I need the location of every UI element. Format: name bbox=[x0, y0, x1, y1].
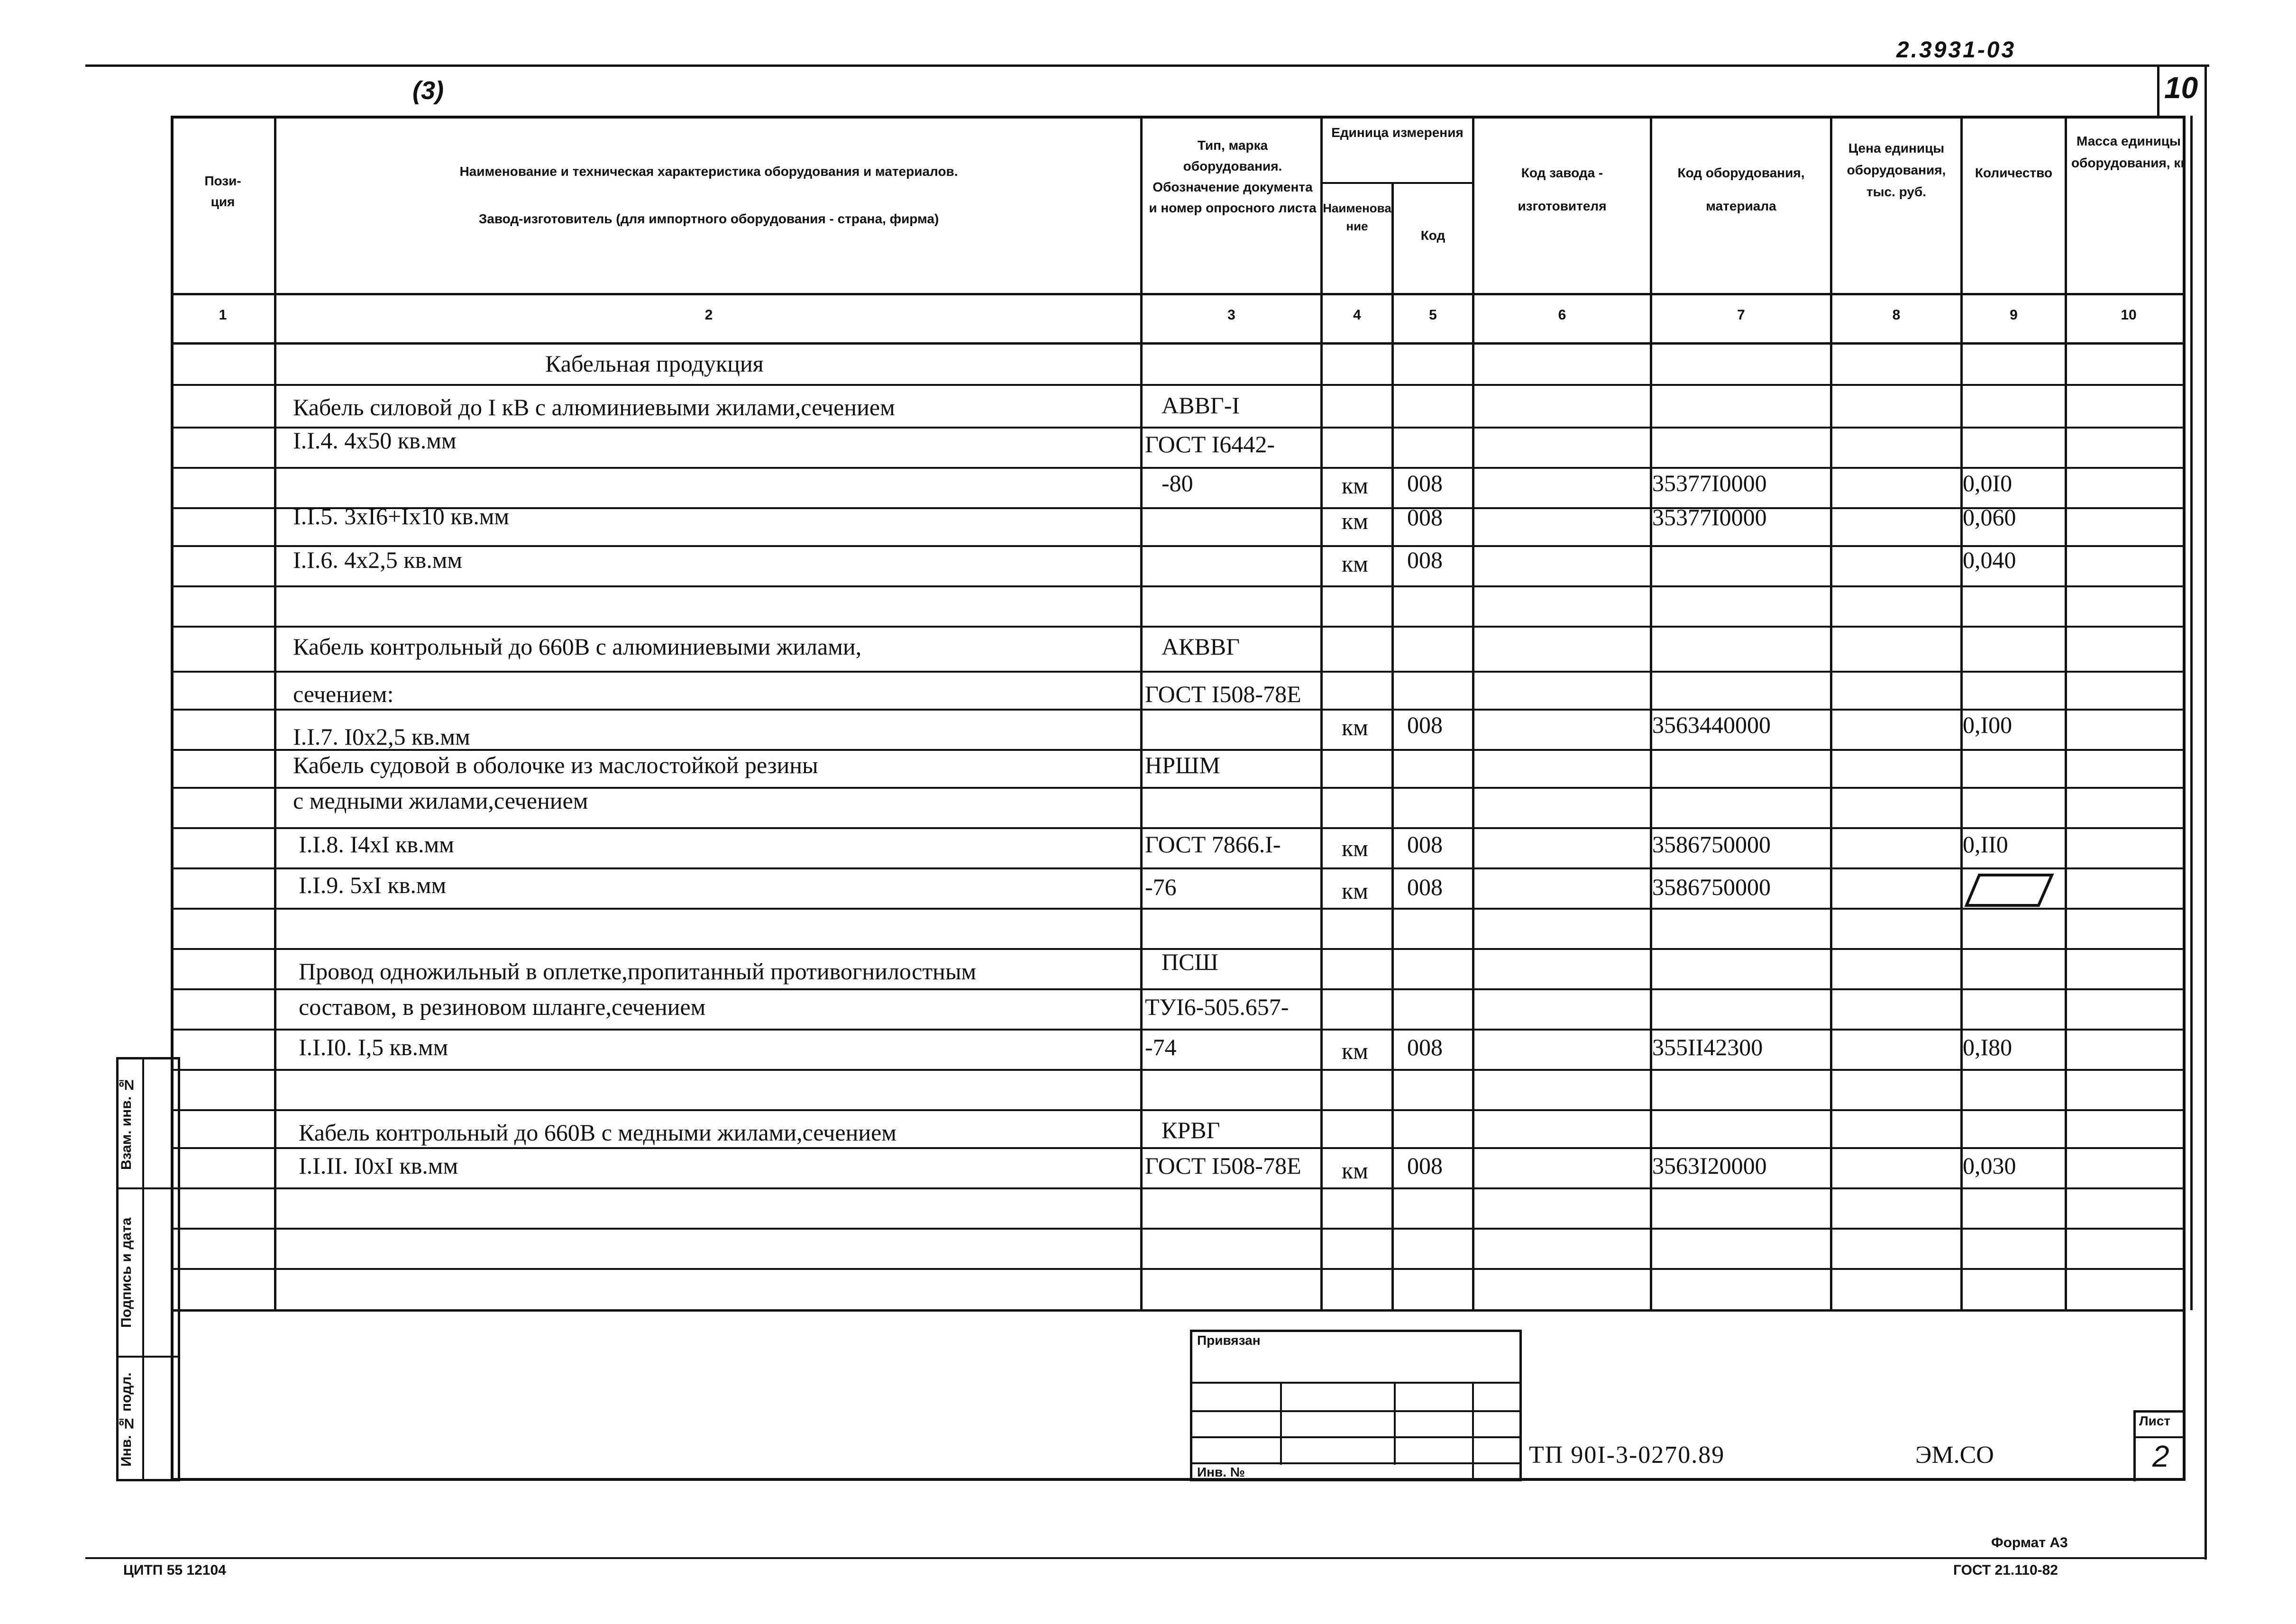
item-name: сечением: bbox=[293, 681, 394, 707]
sheet-label: Лист bbox=[2139, 1414, 2171, 1428]
item-name: составом, в резиновом шланге,сечением bbox=[299, 994, 706, 1020]
row-line bbox=[171, 988, 2186, 990]
row-line bbox=[171, 827, 2186, 829]
item-type: ПСШ bbox=[1162, 949, 1218, 975]
side-strip-sep bbox=[116, 1356, 180, 1358]
item-unit-code: 008 bbox=[1407, 831, 1443, 858]
row-line bbox=[171, 867, 2186, 869]
item-unit-code: 008 bbox=[1407, 1152, 1443, 1179]
col-line-7 bbox=[1830, 116, 1832, 1310]
item-name: I.I.4. 4х50 кв.мм bbox=[293, 427, 457, 454]
item-type: -76 bbox=[1145, 874, 1177, 900]
col-number-4: 4 bbox=[1353, 307, 1361, 323]
item-material-code: 3563440000 bbox=[1652, 712, 1771, 738]
item-unit-code: 008 bbox=[1407, 547, 1443, 573]
document-code-top: 2.3931-03 bbox=[1896, 37, 2016, 63]
item-name: с медными жилами,сечением bbox=[293, 787, 588, 814]
item-quantity: 0,030 bbox=[1963, 1152, 2016, 1179]
row-line bbox=[171, 1147, 2186, 1149]
item-unit: км bbox=[1342, 714, 1368, 740]
header-material-code: Код оборудования, материала bbox=[1677, 165, 1805, 213]
item-name: I.I.I0. I,5 кв.мм bbox=[299, 1034, 448, 1060]
col-line-5 bbox=[1472, 116, 1474, 1310]
footer-gost: ГОСТ 21.110-82 bbox=[1953, 1562, 2058, 1578]
item-name: I.I.9. 5хI кв.мм bbox=[299, 872, 447, 898]
item-unit: км bbox=[1342, 877, 1368, 904]
item-quantity: 0,060 bbox=[1963, 504, 2016, 530]
item-quantity: 0,II0 bbox=[1963, 831, 2008, 858]
item-quantity: 0,040 bbox=[1963, 547, 2016, 573]
header-name-line1: Наименование и техническая характеристика оборудования и материалов. bbox=[459, 164, 958, 179]
side-strip-divider bbox=[142, 1057, 144, 1481]
item-material-code: 3586750000 bbox=[1652, 874, 1771, 900]
side-label-podpis: Подпись и дата bbox=[119, 1217, 134, 1328]
header-type: Тип, марка оборудования. Обозначение документа и номер опросного листа bbox=[1149, 138, 1317, 215]
col-number-10: 10 bbox=[2121, 307, 2137, 323]
header-position bbox=[173, 171, 273, 212]
item-unit: км bbox=[1342, 1157, 1368, 1184]
item-quantity: 0,I80 bbox=[1963, 1034, 2012, 1060]
col-line-4 bbox=[1391, 182, 1394, 1310]
item-name: I.I.5. 3хI6+Iх10 кв.мм bbox=[293, 503, 509, 529]
col-line-9 bbox=[2065, 116, 2067, 1310]
col-number-3: 3 bbox=[1227, 307, 1235, 323]
item-unit: км bbox=[1342, 835, 1368, 861]
item-material-code: 3586750000 bbox=[1652, 831, 1771, 858]
header-name-line2: Завод-изготовитель (для импортного оборудования - страна, фирма) bbox=[478, 211, 939, 226]
item-name: Кабель контрольный до 660В с алюминиевыми жилами, bbox=[293, 633, 862, 660]
item-unit-code: 008 bbox=[1407, 504, 1443, 530]
row-line bbox=[171, 545, 2186, 547]
item-unit: км bbox=[1342, 472, 1368, 499]
row-line bbox=[171, 626, 2186, 628]
col-line-1 bbox=[274, 116, 276, 1310]
row-line bbox=[171, 1228, 2186, 1230]
col-number-9: 9 bbox=[2010, 307, 2018, 323]
item-type: -74 bbox=[1145, 1034, 1177, 1060]
item-type: КРВГ bbox=[1162, 1117, 1220, 1143]
item-unit-code: 008 bbox=[1407, 874, 1443, 900]
item-name: I.I.II. I0хI кв.мм bbox=[299, 1152, 458, 1179]
header-unit-group: Единица измерения bbox=[1331, 125, 1464, 140]
col-number-6: 6 bbox=[1558, 307, 1566, 323]
stamp-vline bbox=[1394, 1382, 1396, 1465]
unit-group-divider bbox=[1320, 182, 1472, 184]
item-unit: км bbox=[1342, 1038, 1368, 1064]
frame-right-edge bbox=[2205, 66, 2207, 1560]
header-unit-name: Наименование bbox=[1323, 201, 1391, 233]
row-line bbox=[171, 709, 2186, 711]
header-quantity: Количество bbox=[1975, 165, 2053, 180]
stamp-vline bbox=[1280, 1382, 1282, 1465]
row-line bbox=[171, 427, 2186, 429]
col-number-5: 5 bbox=[1429, 307, 1437, 323]
item-type: ТУI6-505.657- bbox=[1145, 994, 1289, 1020]
item-name: I.I.8. I4хI кв.мм bbox=[299, 831, 454, 858]
header-price: Цена единицы оборудования, тыс. руб. bbox=[1847, 141, 1946, 199]
item-name: I.I.6. 4х2,5 кв.мм bbox=[293, 547, 462, 573]
item-unit-code: 008 bbox=[1407, 470, 1443, 496]
item-type: НРШМ bbox=[1145, 752, 1220, 778]
item-type: -80 bbox=[1162, 470, 1193, 496]
section-heading: Кабельная продукция bbox=[545, 350, 764, 377]
item-material-code: 355II42300 bbox=[1652, 1034, 1763, 1060]
item-type: АВВГ-I bbox=[1162, 392, 1240, 419]
item-name: Провод одножильный в оплетке,пропитанный противогнилостным bbox=[299, 958, 977, 985]
header-factory-code: Код завода - изготовителя bbox=[1518, 165, 1607, 213]
row-line bbox=[171, 1187, 2186, 1189]
item-quantity: 0,I00 bbox=[1963, 712, 2012, 738]
col-number-7: 7 bbox=[1737, 307, 1745, 323]
item-name: Кабель контрольный до 660В с медными жилами,сечением bbox=[299, 1119, 896, 1146]
side-strip-sep bbox=[116, 1187, 180, 1189]
stamp-vline bbox=[1472, 1382, 1474, 1481]
item-unit: км bbox=[1342, 508, 1368, 534]
item-type: АКВВГ bbox=[1162, 633, 1240, 660]
header-mass: Масса единицы оборудования, кг bbox=[2071, 134, 2186, 170]
row-line bbox=[171, 467, 2186, 469]
sheet-value: 2 bbox=[2152, 1439, 2169, 1473]
header-unit-code: Код bbox=[1420, 228, 1445, 243]
item-unit-code: 008 bbox=[1407, 1034, 1443, 1060]
item-name: Кабель силовой до I кВ с алюминиевыми жилами,сечением bbox=[293, 394, 895, 420]
document-mark: ЭМ.СО bbox=[1915, 1442, 1994, 1469]
quantity-strikeout-mark bbox=[1963, 871, 2058, 909]
inv-no-label: Инв. № bbox=[1197, 1465, 1245, 1479]
side-label-vzam: Взам. инв. № bbox=[119, 1077, 134, 1170]
side-label-inv-podl: Инв. № подл. bbox=[119, 1372, 134, 1467]
row-line bbox=[171, 1069, 2186, 1071]
item-type: ГОСТ I508-78Е bbox=[1145, 1152, 1301, 1179]
row-line bbox=[171, 585, 2186, 587]
col-line-10 bbox=[2190, 116, 2193, 1310]
row-line bbox=[171, 1109, 2186, 1111]
row-line bbox=[171, 671, 2186, 673]
col-number-1: 1 bbox=[219, 307, 227, 323]
sheet-number-top: 10 bbox=[2164, 71, 2198, 105]
row-line bbox=[171, 384, 2186, 386]
sheet-box-divider bbox=[2133, 1436, 2186, 1438]
item-material-code: 35377I0000 bbox=[1652, 470, 1767, 496]
header-position-text: Пози- ция bbox=[204, 173, 241, 209]
row-line bbox=[171, 908, 2186, 910]
col-number-8: 8 bbox=[1892, 307, 1901, 323]
bottom-rule bbox=[85, 1557, 2207, 1559]
item-type: ГОСТ I508-78Е bbox=[1145, 681, 1301, 707]
row-line bbox=[171, 1268, 2186, 1270]
document-code: ТП 90I-3-0270.89 bbox=[1529, 1442, 1725, 1469]
col-line-3 bbox=[1320, 116, 1323, 1310]
row-line bbox=[171, 749, 2186, 751]
item-material-code: 3563I20000 bbox=[1652, 1152, 1767, 1179]
item-type: ГОСТ I6442- bbox=[1145, 431, 1275, 457]
col-number-2: 2 bbox=[704, 307, 713, 323]
item-quantity: 0,0I0 bbox=[1963, 470, 2012, 496]
footer-cipher: ЦИТП 55 12104 bbox=[123, 1562, 226, 1578]
item-material-code: 35377I0000 bbox=[1652, 504, 1767, 530]
table-body-bottom bbox=[171, 1309, 2186, 1312]
footer-format: Формат А3 bbox=[1991, 1535, 2068, 1551]
item-name: Кабель судовой в оболочке из маслостойкой резины bbox=[293, 752, 818, 778]
col-line-2 bbox=[1140, 116, 1143, 1310]
row-line bbox=[171, 1029, 2186, 1031]
item-unit: км bbox=[1342, 550, 1368, 577]
item-name: I.I.7. I0х2,5 кв.мм bbox=[293, 723, 470, 750]
section-mark: (3) bbox=[412, 76, 444, 105]
item-type: ГОСТ 7866.I- bbox=[1145, 831, 1281, 858]
header-bottom bbox=[171, 293, 2186, 295]
item-unit-code: 008 bbox=[1407, 712, 1443, 738]
number-row-bottom bbox=[171, 342, 2186, 345]
top-rule bbox=[85, 64, 2209, 67]
privyazan-label: Привязан bbox=[1197, 1333, 1261, 1348]
